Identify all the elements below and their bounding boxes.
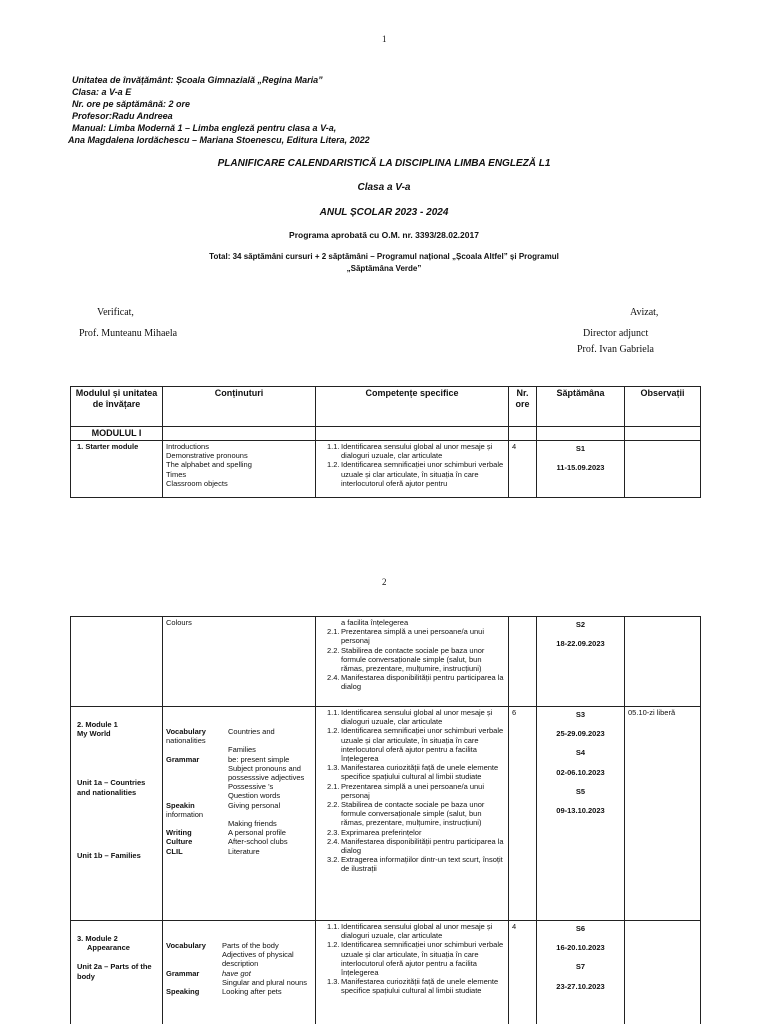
planning-table-page1: [70, 386, 701, 498]
starter-hours: 4: [509, 441, 537, 498]
module2-hours: 4: [509, 921, 537, 1024]
total-line-2: „Săptămâna Verde”: [346, 264, 422, 273]
header-teacher: Profesor:Radu Andreea: [72, 111, 173, 121]
header-content: Conținuturi: [163, 387, 316, 427]
document-title: PLANIFICARE CALENDARISTICĂ LA DISCIPLINA LIMBA ENGLEZĂ L1: [217, 158, 551, 169]
total-line-1: Total: 34 săptămâni cursuri + 2 săptămâni – Programul național „Școala Altfel” și Programul: [209, 252, 559, 261]
module2-content: Vocabulary Parts of the body Adjectives of physical description Grammar have got Singular and plural nouns Speaking Looking after pets: [163, 921, 316, 1024]
module2-weeks: S6 16-20.10.2023 S7 23-27.10.2023: [537, 921, 625, 1024]
cont-content: Colours: [163, 617, 316, 707]
cont-week: S2 18-22.09.2023: [537, 617, 625, 707]
module2-competences: 1.1.Identificarea sensului global al unor mesaje și dialoguri uzuale, clar articulate 1.2.Identificarea semnificației unor schimburi verbale uzuale și clar articulate, în situația în care interlocutorul oferă ajutor pentru a facilita înțelegerea 1.3.Manifestarea curiozității față de unele elemente specifice spațiului cultural al limbii studiate: [316, 921, 509, 1024]
starter-content: Introductions Demonstrative pronouns The alphabet and spelling Times Classroom objects: [163, 441, 316, 498]
class-title: Clasa a V-a: [357, 182, 411, 193]
avizat-name: Prof. Ivan Gabriela: [577, 344, 654, 355]
header-module: Modulul și unitatea de învățare: [71, 387, 163, 427]
module1-notes: 05.10-zi liberă: [625, 707, 701, 921]
module1-hours: 6: [509, 707, 537, 921]
module1-competences: 1.1.Identificarea sensului global al unor mesaje și dialoguri uzuale, clar articulate 1.2.Identificarea semnificației unor schimburi verbale uzuale și clar articulate, în situația în care interlocutorul oferă ajutor pentru a facilita înțelegerea 1.3.Manifestarea curiozității față de unele elemente specifice spațiului cultural al limbii studiate 2.1.Prezentarea simplă a unei persoane/a unui personaj 2.2.Stabilirea de contacte sociale pe baza unor formule conversaționale simple (salut, bun rămas, prezentare, mulțumire, instrucțiuni) 2.3.Exprimarea preferințelor 2.4.Manifestarea disponibilității pentru participarea la dialog 3.2.Extragerea informațiilor dintr-un text scurt, însoțit de ilustrații: [316, 707, 509, 921]
cont-competences: a facilita înțelegerea 2.1.Prezentarea simplă a unei persoane/a unui personaj 2.2.Stabilirea de contacte sociale pe baza unor formule conversaționale simple (salut, bun rămas, prezentare, mulțumire, instrucțiuni) 2.4.Manifestarea disponibilității pentru participarea la dialog: [316, 617, 509, 707]
avizat-role: Director adjunct: [583, 328, 649, 339]
programa: Programa aprobată cu O.M. nr. 3393/28.02.2017: [289, 230, 479, 240]
module1-content: Vocabulary Countries and nationalities Families Grammar be: present simple Subject pronouns and possesssive adjectives Possessive ’s Question words Speakin Giving personal information Making friends Writing A personal profile Culture After-school clubs CLIL Literature: [163, 707, 316, 921]
header-manual: Manual: Limba Modernă 1 – Limba engleză pentru clasa a V-a,: [72, 123, 337, 133]
unit-starter: 1. Starter module: [71, 441, 163, 498]
header-hours: Nr. ore pe săptămână: 2 ore: [72, 99, 191, 109]
unit-module1: 2. Module 1 My World Unit 1a – Countries and nationalities Unit 1b – Families: [71, 707, 163, 921]
starter-competences: 1.1.Identificarea sensului global al unor mesaje și dialoguri uzuale, clar articulate 1.2.Identificarea semnificației unor schimburi verbale uzuale și clar articulate, în situația în care interlocutorul oferă ajutor pentru: [316, 441, 509, 498]
header-class: Clasa: a V-a E: [72, 87, 132, 97]
avizat-label: Avizat,: [630, 307, 659, 318]
verificat-label: Verificat,: [97, 307, 134, 318]
header-week: Săptămâna: [537, 387, 625, 427]
school-year: ANUL ȘCOLAR 2023 - 2024: [319, 207, 449, 218]
page-number: 2: [382, 577, 387, 587]
module-row: MODULUL I: [71, 427, 163, 441]
verificat-name: Prof. Munteanu Mihaela: [79, 328, 178, 339]
header-competences: Competențe specifice: [316, 387, 509, 427]
header-school: Unitatea de învățământ: Școala Gimnazială „Regina Maria”: [72, 75, 323, 85]
module2-notes: [625, 921, 701, 1024]
page-number: 1: [382, 34, 387, 44]
unit-module2: 3. Module 2 Appearance Unit 2a – Parts of the body: [71, 921, 163, 1024]
starter-week: S1 11-15.09.2023: [537, 441, 625, 498]
planning-table-page2: [70, 616, 701, 1024]
header-hours: Nr. ore: [509, 387, 537, 427]
header-notes: Observații: [625, 387, 701, 427]
module1-weeks: S3 25-29.09.2023 S4 02-06.10.2023 S5 09-13.10.2023: [537, 707, 625, 921]
starter-notes: [625, 441, 701, 498]
header-authors: Ana Magdalena Iordăchescu – Mariana Stoenescu, Editura Litera, 2022: [68, 135, 370, 145]
